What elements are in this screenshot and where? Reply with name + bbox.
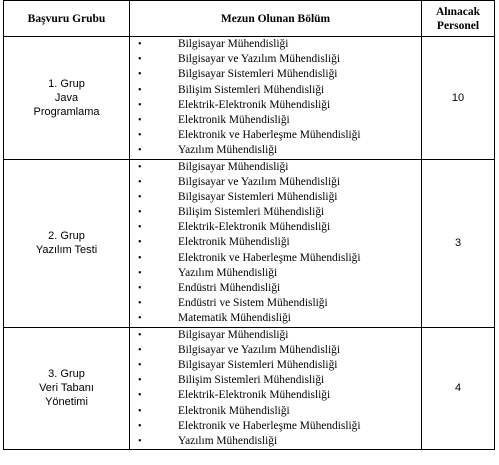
department-label: Elektrik-Elektronik Mühendisliği [178, 221, 331, 234]
department-label: Elektronik Mühendisliği [178, 113, 290, 126]
personnel-count: 4 [422, 327, 495, 450]
group-name-line: Yazılım Testi [35, 244, 98, 257]
group-name-line: 3. Grup [48, 368, 85, 381]
department-label: Elektronik ve Haberleşme Mühendisliği [178, 251, 361, 264]
bullet-icon: • [138, 435, 142, 447]
department-label: Bilişim Sistemleri Mühendisliği [178, 374, 325, 387]
department-item [130, 343, 421, 358]
bullet-icon: • [138, 283, 142, 294]
personnel-count: 3 [422, 159, 495, 327]
department-item [130, 358, 421, 373]
department-label: Bilgisayar ve Yazılım Mühendisliği [178, 175, 340, 188]
bullet-icon: • [138, 207, 142, 219]
department-label: Elektronik Mühendisliği [178, 404, 290, 417]
department-item [130, 235, 421, 250]
header-department: Mezun Olunan Bölüm [130, 1, 422, 37]
department-item [130, 52, 421, 67]
header-row [4, 1, 495, 37]
department-list [130, 37, 421, 159]
header-count-line1: Alınacak [435, 5, 481, 18]
bullet-icon: • [138, 420, 142, 432]
department-label: Elektrik-Elektronik Mühendisliği [178, 98, 331, 111]
department-list-cell [130, 159, 422, 327]
department-item [130, 190, 421, 205]
bullet-icon: • [138, 252, 142, 264]
bullet-icon: • [138, 99, 142, 111]
group-row [4, 159, 495, 327]
department-item [130, 434, 421, 449]
department-label: Bilişim Sistemleri Mühendisliği [178, 83, 325, 96]
personnel-count: 10 [422, 37, 495, 160]
group-row [4, 37, 495, 160]
group-name-cell [4, 327, 130, 450]
bullet-icon: • [138, 84, 142, 96]
department-item [130, 98, 421, 113]
recruitment-table [3, 0, 495, 450]
department-list-cell [130, 37, 422, 160]
department-item [130, 419, 421, 434]
bullet-icon: • [138, 161, 142, 173]
bullet-icon: • [138, 114, 142, 126]
department-item [130, 220, 421, 235]
department-item [130, 281, 421, 296]
bullet-icon: • [138, 237, 142, 249]
header-count [422, 1, 495, 37]
department-item [130, 83, 421, 98]
department-label: Bilgisayar Sistemleri Mühendisliği [178, 358, 338, 371]
bullet-icon: • [138, 375, 142, 387]
department-item [130, 266, 421, 281]
bullet-icon: • [138, 39, 142, 50]
department-label: Elektronik ve Haberleşme Mühendisliği [178, 419, 361, 432]
department-label: Yazılım Mühendisliği [178, 144, 278, 157]
group-name-cell [4, 159, 130, 327]
department-label: Bilgisayar Mühendisliği [178, 328, 289, 341]
bullet-icon: • [138, 145, 142, 157]
bullet-icon: • [138, 298, 142, 310]
department-item [130, 311, 421, 326]
department-item [130, 67, 421, 82]
group-name-cell [4, 37, 130, 160]
department-item [130, 37, 421, 52]
bullet-icon: • [138, 176, 142, 188]
department-label: Yazılım Mühendisliği [178, 266, 278, 279]
department-label: Bilgisayar ve Yazılım Mühendisliği [178, 343, 340, 356]
department-item [130, 113, 421, 128]
department-label: Matematik Mühendisliği [178, 312, 291, 325]
department-list [130, 328, 421, 450]
department-item [130, 128, 421, 143]
department-item [130, 328, 421, 343]
department-label: Endüstri Mühendisliği [178, 282, 281, 294]
group-name-line: Yönetimi [45, 396, 88, 409]
department-item [130, 373, 421, 388]
department-item [130, 388, 421, 403]
department-item [130, 205, 421, 220]
department-label: Yazılım Mühendisliği [178, 434, 278, 447]
bullet-icon: • [138, 222, 142, 234]
bullet-icon: • [138, 390, 142, 402]
group-name-line: Veri Tabanı [39, 382, 94, 395]
department-label: Bilişim Sistemleri Mühendisliği [178, 206, 325, 219]
department-label: Bilgisayar Sistemleri Mühendisliği [178, 190, 338, 203]
header-count-line2: Personel [436, 19, 480, 32]
department-item [130, 404, 421, 419]
department-label: Elektronik Mühendisliği [178, 236, 290, 249]
bullet-icon: • [138, 344, 142, 356]
group-name-line: 1. Grup [48, 77, 85, 90]
department-item [130, 251, 421, 266]
bullet-icon: • [138, 191, 142, 203]
bullet-icon: • [138, 130, 142, 142]
department-label: Endüstri ve Sistem Mühendisliği [178, 297, 328, 310]
department-item [130, 160, 421, 175]
department-list-cell [130, 327, 422, 450]
department-label: Bilgisayar Sistemleri Mühendisliği [178, 68, 338, 81]
header-group: Başvuru Grubu [4, 1, 130, 37]
group-name-line: Java [54, 91, 79, 104]
bullet-icon: • [138, 359, 142, 371]
bullet-icon: • [138, 313, 142, 325]
department-label: Elektrik-Elektronik Mühendisliği [178, 389, 331, 402]
department-label: Bilgisayar Mühendisliği [178, 160, 289, 173]
group-name-line: 2. Grup [48, 230, 85, 243]
bullet-icon: • [138, 69, 142, 81]
group-name-line: Programlama [33, 105, 100, 118]
department-list [130, 160, 421, 327]
department-item [130, 175, 421, 190]
department-item [130, 296, 421, 311]
department-label: Bilgisayar ve Yazılım Mühendisliği [178, 53, 340, 66]
bullet-icon: • [138, 329, 142, 341]
department-label: Elektronik ve Haberleşme Mühendisliği [178, 129, 361, 142]
bullet-icon: • [138, 267, 142, 279]
bullet-icon: • [138, 54, 142, 66]
group-row [4, 327, 495, 450]
department-label: Bilgisayar Mühendisliği [178, 38, 289, 50]
bullet-icon: • [138, 405, 142, 417]
department-item [130, 143, 421, 158]
